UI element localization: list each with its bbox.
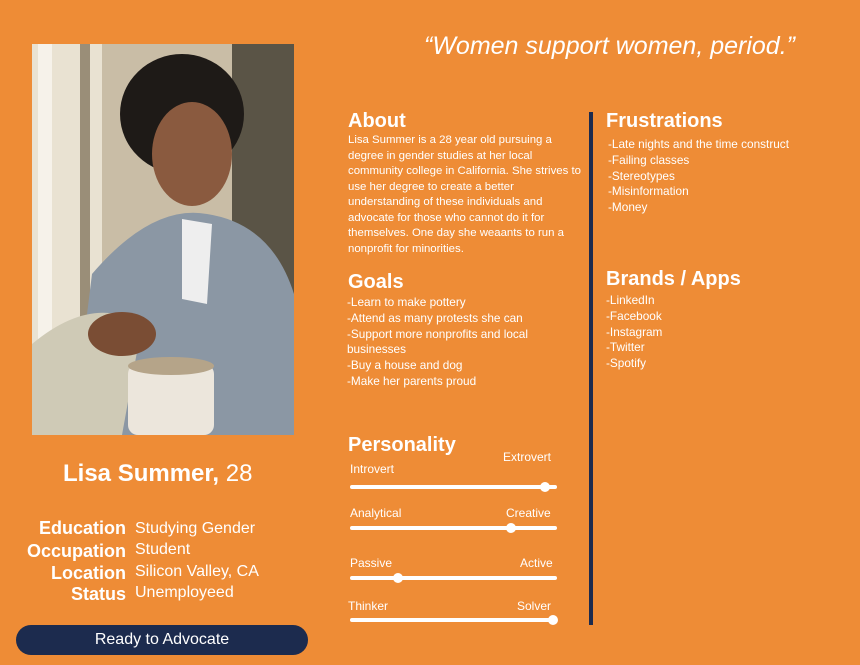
list-item: -Stereotypes (608, 168, 675, 183)
slider-right-label: Solver (517, 599, 552, 613)
personality-title: Personality (348, 434, 456, 456)
detail-row-status (0, 584, 126, 606)
list-item: -LinkedIn (606, 293, 655, 307)
list-item: -Spotify (606, 356, 646, 371)
slider-left-label: Analytical (350, 506, 402, 520)
persona-name-line (63, 460, 252, 488)
personality-slider (350, 576, 557, 580)
goals-list (347, 295, 579, 390)
personality-slider (350, 618, 557, 622)
detail-value: Student (135, 541, 191, 558)
column-divider (589, 112, 593, 625)
list-item: -Make her parents proud (347, 373, 477, 388)
slider-knob (548, 615, 558, 625)
detail-value: Silicon Valley, CA (135, 563, 259, 580)
list-item: -Money (608, 200, 648, 215)
list-item: -Instagram (606, 324, 663, 339)
detail-label: Location (51, 563, 126, 583)
persona-age: 28 (225, 460, 253, 487)
detail-row-education (0, 518, 126, 540)
frustrations-title: Frustrations (606, 110, 723, 132)
detail-label: Status (70, 584, 126, 604)
slider-right-label: Active (520, 556, 553, 570)
slider-knob (393, 573, 403, 583)
slider-knob (506, 523, 516, 533)
slider-knob (540, 482, 550, 492)
brands-title: Brands / Apps (606, 268, 741, 290)
list-item: -Late nights and the time construct (608, 137, 789, 151)
list-item: -Misinformation (608, 184, 689, 199)
detail-label: Education (38, 518, 126, 538)
list-item: -Attend as many protests she can (347, 310, 523, 325)
slider-right-label: Creative (506, 506, 551, 520)
about-text: Lisa Summer is a 28 year old pursuing a degree in gender studies at her local community college in California. She strives to use her degree to create a better understanding of these individuals and advocate for those who cannot do it for themselves. One day she weaants to run a nonprofit for minorities. (348, 134, 581, 255)
slider-left-label: Passive (350, 556, 393, 570)
list-item: -Buy a house and dog (347, 358, 463, 373)
persona-photo (32, 44, 294, 435)
ready-to-advocate-button[interactable]: Ready to Advocate (16, 625, 308, 655)
detail-row-location (0, 563, 126, 585)
goals-title: Goals (348, 271, 404, 293)
slider-right-label: Extrovert (503, 450, 552, 464)
list-item: -Failing classes (608, 152, 690, 167)
slider-left-label: Introvert (350, 462, 395, 476)
list-item: -Twitter (606, 340, 645, 355)
slider-left-label: Thinker (348, 599, 389, 613)
detail-row-occupation (0, 541, 126, 563)
list-item: -Facebook (606, 308, 662, 323)
detail-value: Unemployeed (135, 584, 234, 601)
persona-quote: “Women support women, period.” (424, 32, 795, 60)
personality-slider (350, 526, 557, 530)
frustrations-list (608, 137, 848, 216)
brands-list (606, 293, 806, 372)
about-title: About (348, 110, 406, 132)
personality-slider (350, 485, 557, 489)
list-item: -Learn to make pottery (347, 295, 466, 309)
persona-name: Lisa Summer, (63, 460, 220, 487)
detail-value: Studying Gender (135, 520, 256, 537)
detail-label: Occupation (26, 541, 126, 561)
list-item: -Support more nonprofits and local businesses (347, 326, 528, 357)
